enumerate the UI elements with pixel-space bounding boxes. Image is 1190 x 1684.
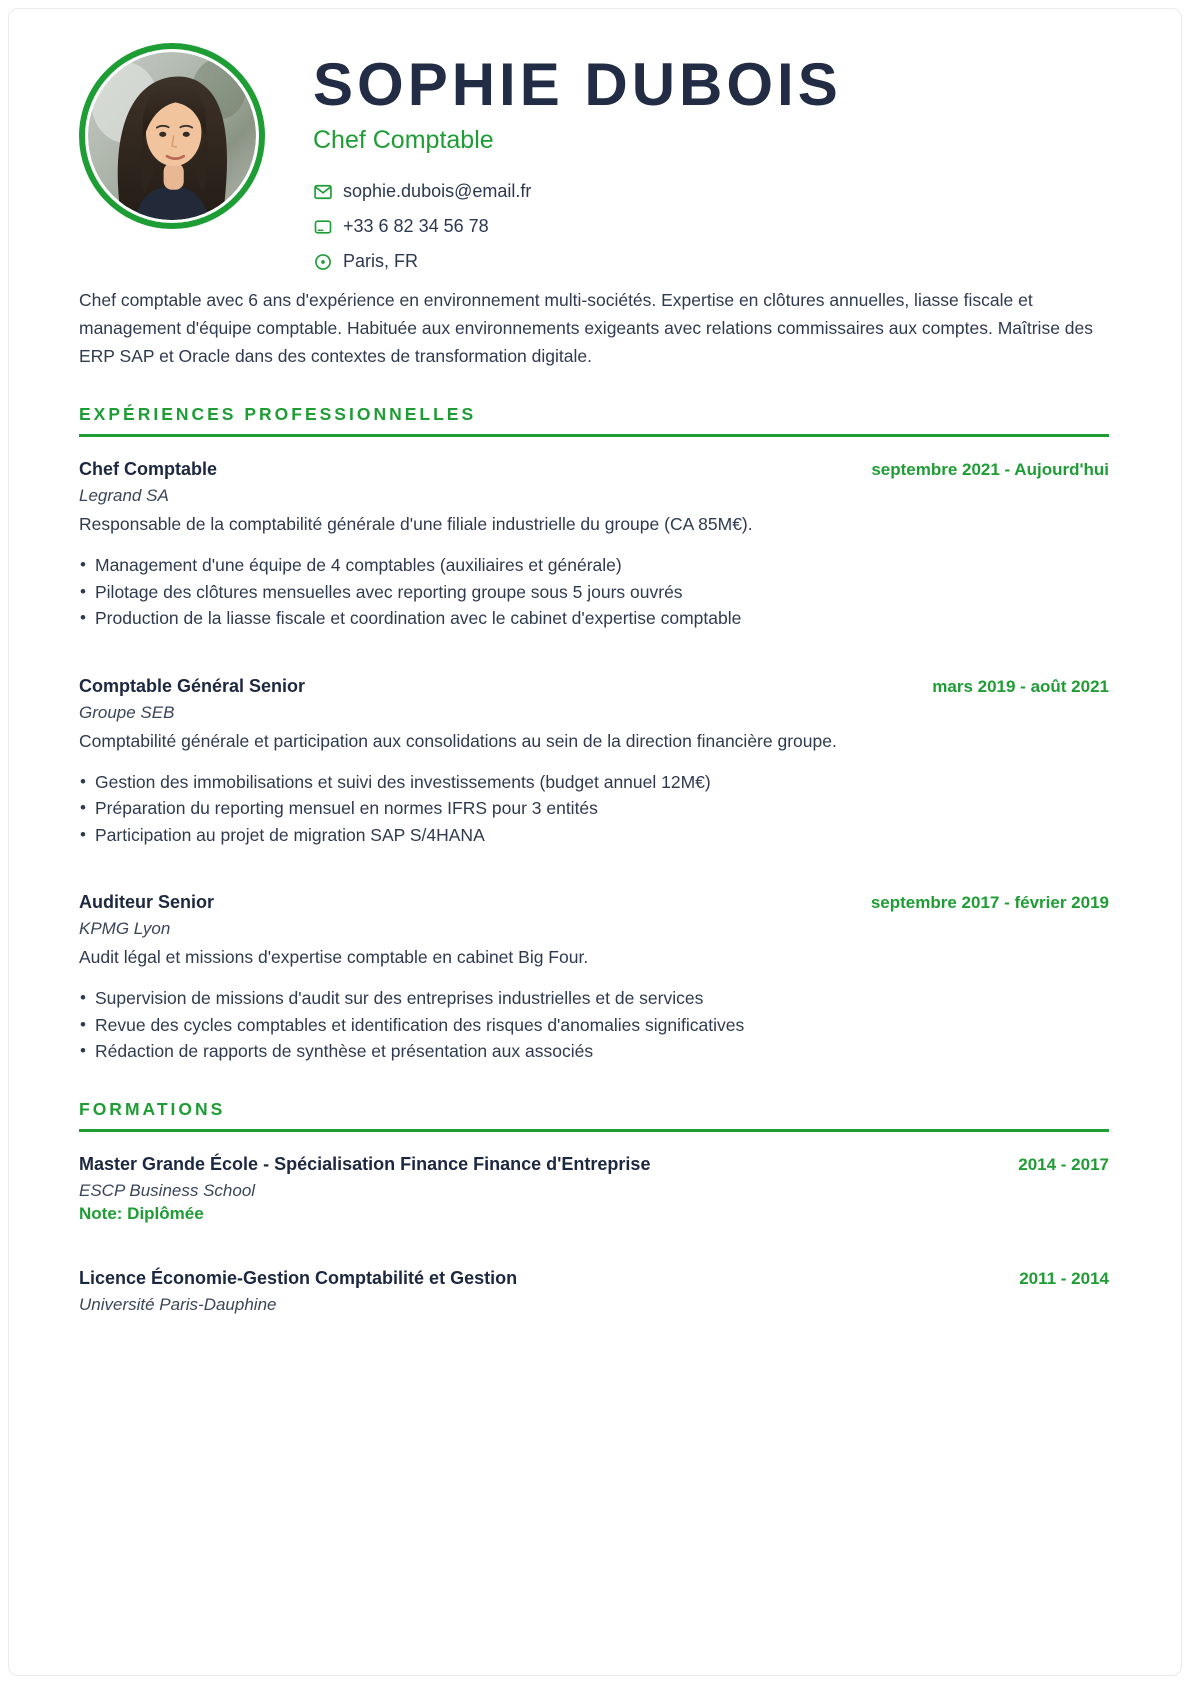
section-experience-title: EXPÉRIENCES PROFESSIONNELLES [79,404,477,424]
job-bullets [79,769,1109,849]
header-identity [313,43,842,272]
job-bullet: • Management d'une équipe de 4 comptables (auxiliaires et générale) [79,552,1109,579]
job-bullet: • Participation au projet de migration SAP S/4HANA [79,822,1109,849]
job-dates: septembre 2017 - février 2019 [870,893,1109,912]
experience-entry [79,676,1109,849]
contact-email [313,181,842,202]
job-description: Comptabilité générale et participation aux consolidations au sein de la direction financière groupe. [79,730,837,751]
job-bullet: • Supervision de missions d'audit sur des entreprises industrielles et de services [79,985,1109,1012]
contact-phone-text: +33 6 82 34 56 78 [343,216,489,236]
job-title: Chef Comptable [79,459,218,479]
profile-photo-illustration [88,52,256,220]
experience-entry [79,459,1109,632]
candidate-job-title: Chef Comptable [313,126,494,154]
degree-school: ESCP Business School [79,1180,256,1200]
entry-head [79,892,1109,913]
entry-head [79,1154,1109,1175]
entry-head [79,459,1109,480]
job-dates: mars 2019 - août 2021 [932,676,1109,696]
experience-entry [79,892,1109,1065]
job-dates: septembre 2021 - Aujourd'hui [871,460,1109,479]
contact-phone [313,216,842,237]
section-rule [79,1129,1109,1132]
section-rule [79,434,1109,437]
degree-school: Université Paris-Dauphine [79,1294,277,1314]
profile-photo [79,43,265,229]
degree-title: Licence Économie-Gestion Comptabilité et Gestion [79,1267,518,1288]
degree-note: Note: Diplômée [79,1203,204,1223]
job-description: Audit légal et missions d'expertise comptable en cabinet Big Four. [79,947,589,967]
job-bullet: • Revue des cycles comptables et identification des risques d'anomalies significatives [79,1012,1109,1039]
section-education-title: FORMATIONS [79,1098,226,1119]
entry-head [79,1268,1109,1289]
profile-summary: Chef comptable avec 6 ans d'expérience en environnement multi-sociétés. Expertise en clôtures annuelles, liasse fiscale et management d'équipe comptable. Habituée aux environnements exigeants avec relations commissaires aux comptes. Maîtrise des ERP SAP et Oracle dans des contextes de transformation digitale. [79,290,1094,366]
job-bullet: • Gestion des immobilisations et suivi des investissements (budget annuel 12M€) [79,769,1109,796]
candidate-name: SOPHIE DUBOIS [313,51,842,118]
job-description: Responsable de la comptabilité générale d'une filiale industrielle du groupe (CA 85M€). [79,514,753,534]
education-entry [79,1268,1109,1315]
contact-location-text: Paris, FR [343,251,419,271]
degree-title: Master Grande École - Spécialisation Finance Finance d'Entreprise [79,1153,651,1174]
job-bullets [79,985,1109,1065]
job-title: Comptable Général Senior [79,675,306,696]
job-bullet: • Production de la liasse fiscale et coordination avec le cabinet d'expertise comptable [79,605,1109,632]
job-bullet: • Préparation du reporting mensuel en normes IFRS pour 3 entités [79,795,1109,822]
job-bullets [79,552,1109,632]
degree-dates: 2011 - 2014 [1019,1268,1109,1288]
job-bullet: • Pilotage des clôtures mensuelles avec reporting groupe sous 5 jours ouvrés [79,579,1109,606]
job-title: Auditeur Senior [79,892,215,912]
entry-head [79,676,1109,697]
education-entry [79,1154,1109,1224]
resume-page [8,8,1182,1676]
section-experience [79,404,1109,1065]
job-company: KPMG Lyon [79,919,171,938]
phone-icon [313,217,333,237]
contact-list [313,181,842,272]
job-company: Legrand SA [79,486,169,505]
job-company: Groupe SEB [79,702,175,722]
location-icon [313,252,333,272]
mail-icon [313,182,333,202]
contact-email-text: sophie.dubois@email.fr [343,181,532,201]
job-bullet: • Rédaction de rapports de synthèse et présentation aux associés [79,1038,1109,1065]
section-education [79,1099,1109,1315]
contact-location [313,251,842,272]
degree-dates: 2014 - 2017 [1018,1154,1109,1174]
resume-header [79,43,1109,272]
